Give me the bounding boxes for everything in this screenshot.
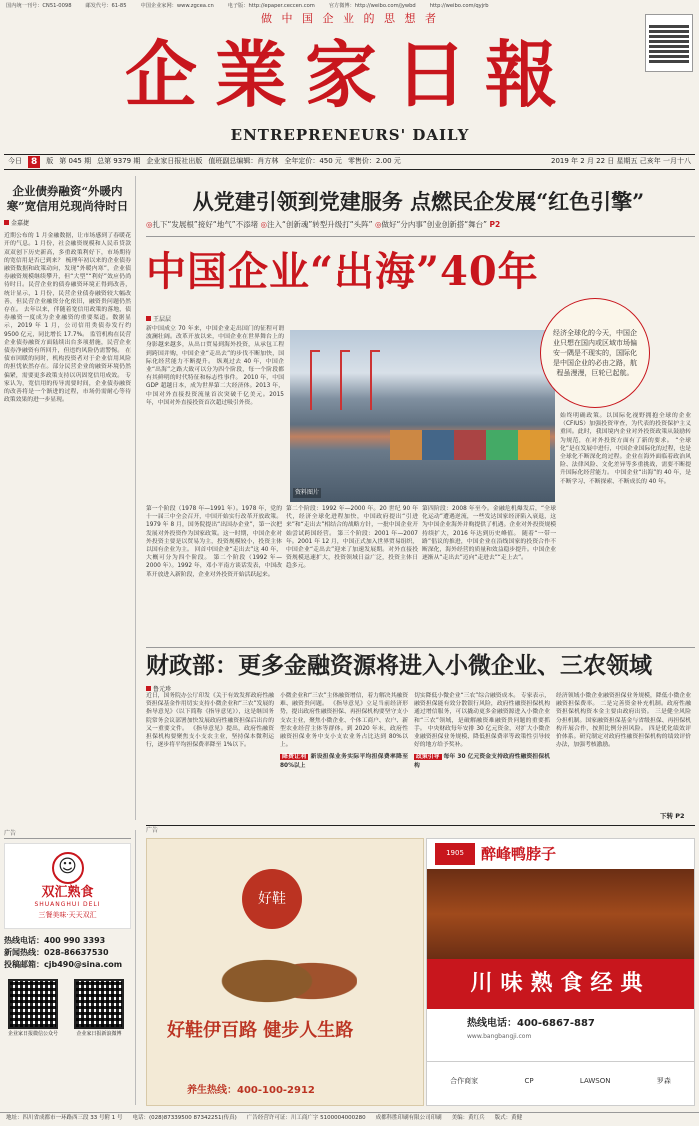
weibo-link[interactable]: 官方微博：http://weibo.com/jywbd [328, 3, 416, 9]
food-header [427, 839, 694, 869]
food-badge: 1905 [435, 843, 475, 865]
photo-caption: 资料图片 [293, 488, 321, 498]
partner-logo: CP [524, 1076, 534, 1085]
price-issue: 零售价：2.00 元 [347, 157, 401, 166]
footer-phone: 电话：(028)87339500 87342251(传真) [132, 1115, 237, 1121]
qr-code-icon [645, 14, 693, 72]
footer-editor: 美编：黄红兵 [451, 1115, 485, 1121]
issue-number: 第 045 期 [59, 157, 92, 166]
news-hotline: 新闻热线：028-86637530 [4, 948, 109, 958]
price-year: 全年定价：450 元 [284, 157, 342, 166]
weibo-qr[interactable]: 企业家日报新浪微博 [70, 979, 128, 1038]
partner-logo: LAWSON [579, 1076, 611, 1085]
postal-code: 邮发代号：61-85 [85, 3, 127, 9]
divider [146, 647, 695, 648]
food-ad[interactable] [426, 838, 695, 1106]
top-sub-1: 扎下“发展根”接好“地气”不添堵 [152, 220, 259, 229]
bullet-icon: ◎ [260, 220, 268, 229]
hotline: 热线电话：400 990 3393 [4, 936, 106, 946]
ad-label-main: 广告 [146, 827, 159, 834]
shoe-title: 好鞋伊百路 健步人生路 [167, 1020, 354, 1041]
tag-label: 降费让利 [282, 754, 307, 761]
partner-logo: 合作商家 [450, 1076, 479, 1085]
left-article [4, 176, 136, 820]
partner-logo: 罗森 [656, 1076, 671, 1085]
top-story-subheads [146, 220, 691, 230]
issn: 国内统一刊号：CN51-0098 [6, 3, 72, 9]
issue-date: 2019 年 2 月 22 日 星期五 己亥年 一月十八 [551, 157, 691, 166]
today-label: 今日 [8, 157, 22, 166]
top-story-headline[interactable]: 从党建引领到党建服务 点燃民企发展“红色引擎” [192, 189, 645, 214]
shoe-icon [207, 939, 357, 1009]
footer-proof: 版式：黄健 [494, 1115, 523, 1121]
top-sub-3: 做好“分内事”创业创新搭“舞台” [381, 220, 488, 229]
main-col-3: 第二个阶段：1992 年—2000 年。20 世纪 90 年代，经济全球化进程加快，中国政府提出“引进来”和“走出去”相结合的战略方针，一批中国企业开始尝试跨国经营。 第三个阶段：2001 年—2007 年。2001 年 12 月，中国正式加入世界贸易组织，中国企业“走出去”迎来了加速发展期。对外直接投资规模迅速扩大，投资领域日益广泛，投资主体日趋多元。 [286, 506, 418, 570]
mid-col-4: 经济领域小微企业融资担保业务规模，降低小微企业融资担保费率。 二是完善资金补充机制。政府性融资担保机构资本金主要由政府出资。 三是健全风险分担机制。国家融资担保基金与省级担保、再担保机构开展合作，按照比例分担风险。 四是优化绩效评价体系。研究制定对政府性融资担保机构的绩效评价办法，加强考核激励。 [556, 693, 691, 749]
mid-story-byline: 鲁元珍 [146, 686, 171, 694]
qr-code-icon [74, 979, 124, 1029]
shuanghui-ad[interactable]: ☺ 双汇熟食 SHUANGHUI DELI 三餐美味·天天双汇 [4, 843, 131, 929]
main-col-5: 始终明确政策。以国际化视野拥抱全球的企业（CFIUS）加强投资审查，为代表的投资保护主义重回。此时，我国境内企业对外投资政策从鼓励转为规范，在对外投资方面有了新的要求。 “全球化”是在发展中进行，中国企业国际化的过程，也是全球化不断深化的过程。企业在海外面临着政治风险、法律风险、文化差异等多重挑战，需要不断提升国际化经营能力。 中国企业“出海”的 40 年，是不断学习、不断探索、不断成长的 40 年。 [560, 413, 691, 485]
contact-info [4, 935, 131, 971]
tag-label-2: 政策引导 [416, 754, 440, 761]
footer-address: 地址：四川省成都市一环路西三段 33 号附 1 号 [6, 1115, 123, 1121]
bullet-icon: ◎ [146, 220, 153, 229]
food-photo [427, 869, 694, 959]
shoe-tel: 养生热线：400-100-2912 [187, 1085, 315, 1096]
weibo-link-2[interactable]: http://weibo.com/qyjrb [429, 3, 489, 9]
qr-codes [4, 979, 131, 1038]
page-unit: 版 [46, 157, 54, 166]
mid-col-3: 切实降低小微企业“三农”综合融资成本。 专家表示，融资担保能有效分散银行风险，政府性融资担保机构通过增信服务，可以撬动更多金融资源进入小微企业和“三农”领域，是破解融资难融资贵问题的重要抓手。 中央财政每年安排 30 亿元资金，对扩大小微企业融资担保业务规模、降低担保费率等政策性引导较好的地方给予奖补。 政策引导 每年 30 亿元资金支持政府性融资担保机构 [414, 693, 550, 769]
mid-col-1: 近日，国务院办公厅印发《关于有效发挥政府性融资担保基金作用切实支持小微企业和“三农”发展的指导意见》（以下简称《指导意见》），这是继国务院常务会议部署加快发展政府性融资担保后出台的又一重要文件。 《指导意见》提出，政府性融资担保机构要聚焦支小支农主业，坚持保本微利运行，逐步将平均担保费率降至 1%以下。 [146, 693, 274, 749]
divider [146, 236, 695, 237]
square-icon [146, 686, 151, 691]
footer-printer: 成都科胜印刷有限公司印刷 [375, 1115, 442, 1121]
food-site[interactable]: www.bangbangji.com [467, 1033, 532, 1040]
tag-text-2: 每年 30 亿元资金支持政府性融资担保机构 [414, 754, 550, 769]
page-ref[interactable]: P2 [489, 220, 501, 229]
main-story-byline: 王层层 [146, 316, 171, 324]
issue-bar [4, 154, 695, 170]
partner-logos [427, 1061, 694, 1101]
port-photo [290, 330, 555, 502]
left-article-body: 近期公布的 1 月金融数据，让市场感到了春暖花开的气息。1 月份，社会融资规模和人民币贷款双双创下历史新高，多重政策利好下，市场期待的宽信用是否已到来？ 梳理年初以来的企业债券融资数据和政策动向，发现“外暖内寒”，企业债券融资规模继续攀升，但“大型”“利好”效应仍尚待时日。民营企业的债券融资环境正得到改善，统计显示，1 月份，民营企业债券融资较大幅改善，但民营企业融资分化依旧，融资贵问题仍然存在。 去年以来，伴随着宽信用政策的落地，债券融资一度成为企业融资的重要渠道。数据显示，2019 年 1 月，公司信用类债券发行约 9500 亿元，同比增长 17.7%。 监管机构在民营企业债券融资方面陆续出台多项措施，民营企业债券净融资有所回升，但违约风险仍需警惕。 在债市回暖的同时，机构投资者对于企业信用风险的担忧依然存在。部分民营企业的融资环境仍然偏紧，需要更多政策支持以巩固宽信用成效。 专家认为，宽信用的传导需要时间，企业债券融资的改善将是一个渐进的过程，市场仍需耐心等待政策效果的进一步显现。 [4, 233, 131, 404]
masthead-english: ENTREPRENEURS' DAILY [230, 126, 470, 144]
food-tel: 热线电话：400-6867-887 [467, 1018, 595, 1029]
masthead-title: 企業家日報 [124, 32, 575, 117]
main-col-4: 第四阶段：2008 年至今。金融危机爆发后，“全球化运动”遭遇逆流，一些发达国家经济陷入衰退，这为中国企业海外并购提供了机遇。企业对外投资规模持续扩大，2016 年达到历史峰值。 随着“一带一路”倡议的推进，中国企业在沿线国家的投资合作不断深化，海外经营的质量和效益稳步提升。中国企业逐渐从“走出去”迈向“走进去”“走上去”。 [422, 506, 556, 562]
main-story-headline[interactable]: 中国企业“出海”40年 [146, 248, 539, 295]
pull-quote-bubble: 经济全球化的今天，中国企业只想在国内或区域市场偏安一隅是不现实的，国际化是中国企业的必由之路，航程虽漫漫，巨轮已起航。 [540, 298, 650, 408]
epaper-link[interactable]: 电子版：http://epaper.ceccen.com [227, 3, 315, 9]
main-col-1: 新中国成立 70 年来，中国企业走出国门的征程可谓波澜壮阔。改革开放以来，中国企业在世界舞台上的身影越来越多，从出口贸易到海外投资，从承包工程到跨国并购，中国企业“走出去”的步伐不断加快，国际化经营能力不断提升。 纵观过去 40 年，中国企业“出海”之路大致可以分为四个阶段，每一个阶段都有其鲜明的时代特征和标志性事件。 2010 年，中国 GDP 超越日本，成为世界第二大经济体。2013 年，中国对外直接投资流量首次突破千亿美元。2015 年，中国对外直接投资首次超过吸引外资。 [146, 326, 284, 406]
mascot-icon: ☺ [52, 852, 84, 884]
left-article-title[interactable]: 企业债券融资“外暖内寒”宽信用兑现尚待时日 [6, 184, 129, 213]
food-brand: 醉峰鸭脖子 [481, 844, 557, 863]
footer [0, 1112, 699, 1126]
divider [146, 825, 695, 826]
left-article-byline: 金嘉捷 [4, 220, 131, 228]
bullet-icon: ◎ [374, 220, 382, 229]
qr-code-icon [8, 979, 58, 1029]
footer-license: 广告经营许可证：川工商广字 5100004000280 [246, 1115, 366, 1121]
square-icon [146, 316, 151, 321]
publisher: 企业家日报社出版 [146, 157, 203, 166]
mid-col-2: 小微企业和“三农”主体融资增信，着力解决其融资难、融资贵问题。 《指导意见》立足当前经济形势，提出政府性融资担保、再担保机构要坚守支小支农主业，聚焦小微企业、个体工商户、农户、新型农业经营主体等群体。到 2020 年末，政府性融资担保业务中支小支农业务占比达到 80%以上。 降费让利 新设担保业务实际平均担保费率降至 80%以上 [280, 693, 408, 769]
food-band: 川味熟食经典 [427, 959, 694, 1009]
top-sub-2: 注入“创新魂”转型升级打“头阵” [267, 220, 373, 229]
duty-editor: 值班副总编辑：肖方林 [208, 157, 279, 166]
issue-total: 总第 9379 期 [97, 157, 141, 166]
main-col-1b: 第一个阶段（1978 年—1991 年）。1978 年，党的十一届三中全会召开，中国开始实行改革开放政策。1979 年 8 月，国务院提出“出国办企业”，第一次把发展对外投资作为国家政策。这一时期，中国企业对外投资主要是以贸易为主，投资规模较小，投资主体以国有企业为主。 回首中国企业“走出去”这 40 年，大概可分为四个阶段。 第二个阶段（1992 年—2000 年）。1992 年，邓小平南方谈话发表，中国改革开放进入新阶段，企业对外投资开始活跃起来。 [146, 506, 282, 578]
wechat-qr[interactable]: 企业家日报微信公众号 [4, 979, 62, 1038]
mid-story-headline[interactable]: 财政部：更多金融资源将进入小微企业、三农领域 [146, 652, 652, 679]
report-email[interactable]: 投稿邮箱：cjb490@sina.com [4, 960, 123, 970]
masthead-slogan: 做 中 国 企 业 的 思 想 者 [261, 12, 439, 25]
shoe-ad[interactable] [146, 838, 424, 1106]
tag-text: 新设担保业务实际平均担保费率降至 80%以上 [280, 754, 408, 769]
ad-label: 广告 [4, 830, 131, 839]
next-page-link[interactable]: 下转 P2 [660, 812, 685, 820]
website-link[interactable]: 中国企业家网：www.zgcea.cn [140, 3, 214, 9]
left-ads [4, 830, 136, 1105]
square-icon [4, 220, 9, 225]
shoe-logo: 好鞋 [242, 869, 302, 929]
page-count-badge: 8 [28, 156, 40, 168]
